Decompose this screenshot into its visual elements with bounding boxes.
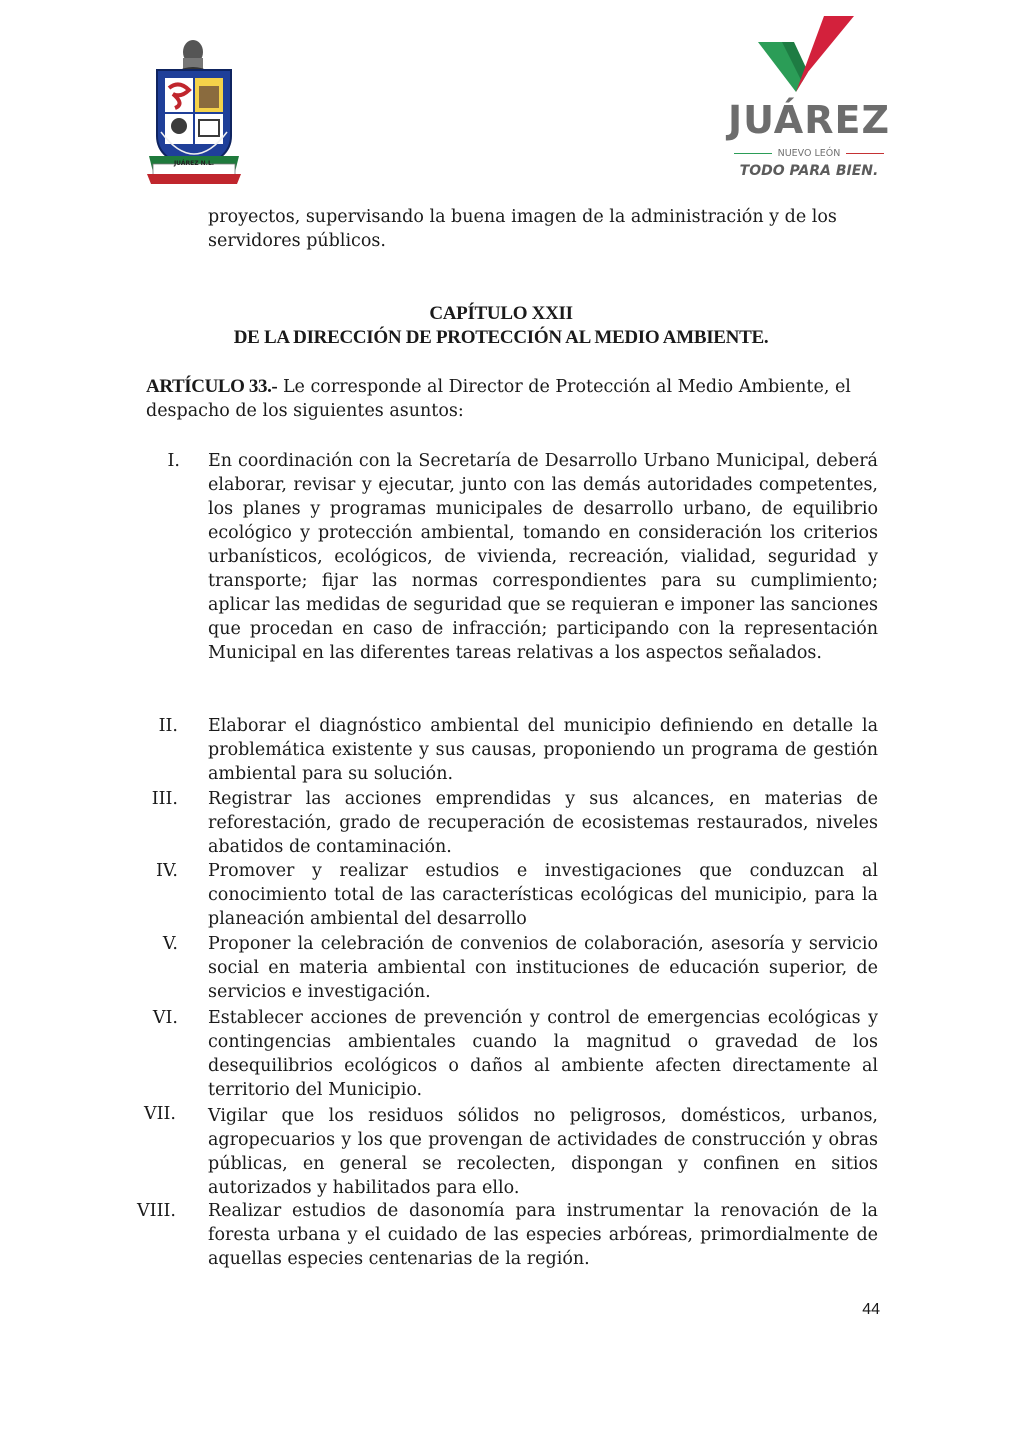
article-paragraph: [146, 375, 866, 423]
list-item-text: Promover y realizar estudios e investigaciones que conduzcan al conocimiento total de las características ecológicas del municipio, para la planeación ambiental del desarrollo: [208, 861, 878, 929]
brand-state: [722, 146, 896, 160]
list-item-text: Elaborar el diagnóstico ambiental del municipio definiendo en detalle la problemática existente y sus causas, proponiendo un programa de gestión ambiental para su solución.: [208, 716, 878, 784]
brand-name: JUÁREZ: [727, 98, 890, 142]
page-number: 44: [862, 1301, 880, 1318]
chapter-number: CAPÍTULO XXII: [429, 303, 573, 324]
article-text: Le corresponde al Director de Protección al Medio Ambiente, el despacho de los siguientes asuntos:: [146, 377, 851, 421]
brand-tagline: TODO PARA BIEN.: [739, 163, 879, 179]
list-item-number: I.: [167, 451, 180, 471]
list-item-text: Vigilar que los residuos sólidos no peligrosos, domésticos, urbanos, agropecuarios y los que provengan de actividades de construcción y obras públicas, en general se recolecten, dispongan y confinen en sitios autorizados y habilitados para ello.: [208, 1106, 878, 1198]
list-item-number: VIII.: [137, 1201, 176, 1221]
municipal-crest-logo: [145, 36, 243, 186]
list-item-text: Realizar estudios de dasonomía para instrumentar la renovación de la foresta urbana y el cuidado de las especies arbóreas, primordialmente de aquellas especies centenarias de la región.: [208, 1201, 878, 1269]
list-item-number: III.: [151, 789, 178, 809]
list-item-text: Registrar las acciones emprendidas y sus alcances, en materias de reforestación, grado de recuperación de ecosistemas restaurados, niveles abatidos de contaminación.: [208, 789, 878, 857]
list-item-text: Proponer la celebración de convenios de colaboración, asesoría y servicio social en materia ambiental con instituciones de educación superior, de servicios e investigación.: [208, 934, 878, 1002]
checkmark-logo-icon: [752, 12, 862, 92]
list-item-number: VI.: [152, 1008, 178, 1028]
juarez-brand-logo: [716, 12, 902, 180]
list-item-text: Establecer acciones de prevención y control de emergencias ecológicas y contingencias ambientales cuando la magnitud o gravedad de los desequilibrios ecológicos o daños al ambiente afecten directamente al territorio del Municipio.: [208, 1008, 878, 1100]
list-item-text: En coordinación con la Secretaría de Desarrollo Urbano Municipal, deberá elaborar, revisar y ejecutar, junto con las demás autoridades competentes, los planes y programas municipales de desarrollo urbano, de equilibrio ecológico y protección ambiental, tomando en consideración los criterios urbanísticos, ecológicos, de vivienda, recreación, vialidad, seguridad y transporte; fijar las normas correspondientes para su cumplimiento; aplicar las medidas de seguridad que se requieran e imponer las sanciones que procedan en caso de infracción; participando con la representación Municipal en las diferentes tareas relativas a los aspectos señalados.: [208, 451, 878, 663]
divider-left: [734, 153, 772, 154]
chapter-title: DE LA DIRECCIÓN DE PROTECCIÓN AL MEDIO AMBIENTE.: [233, 327, 769, 348]
brand-state-label: NUEVO LEÓN: [777, 147, 841, 159]
list-item-number: V.: [162, 934, 178, 954]
list-item-number: IV.: [155, 861, 178, 881]
crest-caption: JUÁREZ N.L.: [173, 160, 215, 167]
intro-paragraph: proyectos, supervisando la buena imagen de la administración y de los servidores públicos.: [208, 207, 837, 251]
article-label: ARTÍCULO 33.-: [146, 376, 278, 397]
list-item-number: II.: [158, 716, 178, 736]
list-item-number: VII.: [143, 1104, 176, 1124]
divider-right: [846, 153, 884, 154]
